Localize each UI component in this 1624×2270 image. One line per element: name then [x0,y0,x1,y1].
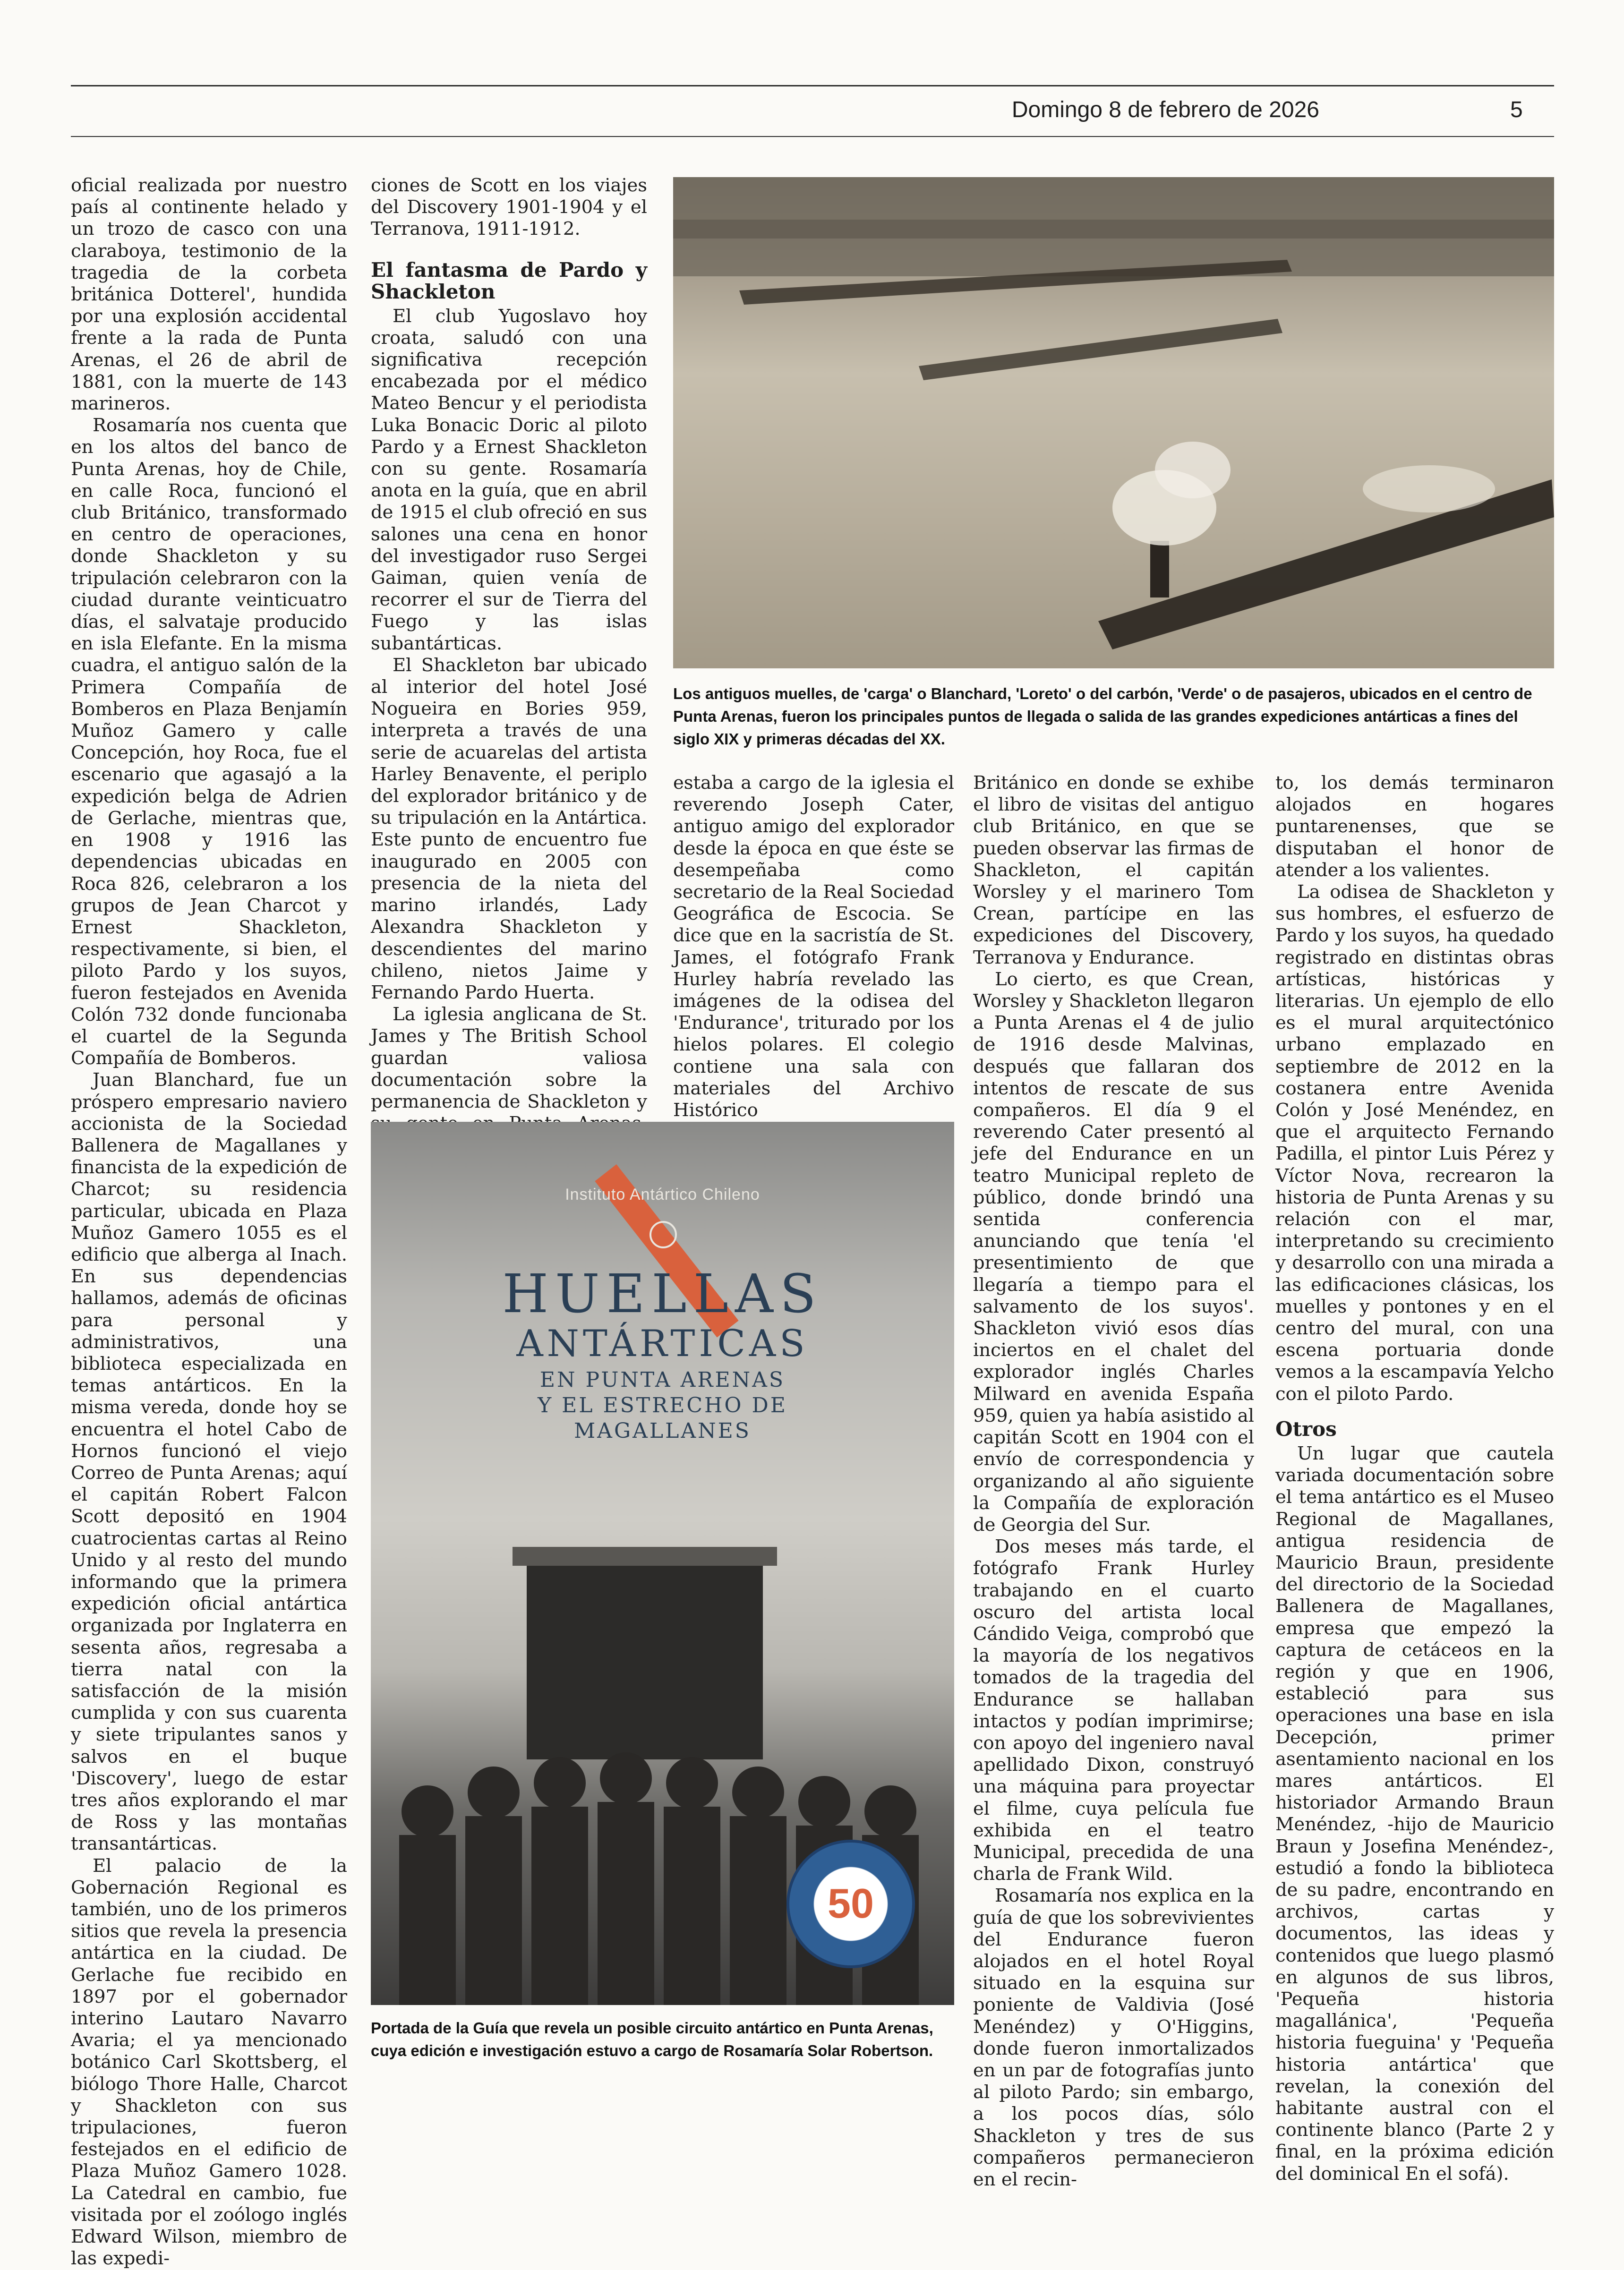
cover-caption: Portada de la Guía que revela un posible circuito antártico en Punta Arenas, cuya edición e investigación estuvo a cargo de Rosamaría Solar Robertson. [371,2019,933,2059]
harbor-photo-illustration [673,177,1554,668]
col5-paragraph: Un lugar que cautela variada documentación sobre el tema antártico es el Museo Regional de Magallanes, antigua residencia de Mauricio Braun, presidente del directorio de la Sociedad Ballenera de Magallanes, empresa que empezó la captura de cetáceos en la región y que en 1906, estableció para sus operaciones una base en isla Decepción, primer asentamiento nacional en los mares antárticos. El historiador Armando Braun Menéndez, -hijo de Mauricio Braun y Josefina Menéndez-, estudió a fondo la biblioteca de su padre, encontrando en archivos, cartas y documentos, las ideas y contenidos que luego plasmó en algunos de sus libros, 'Pequeña historia magallánica', 'Pequeña historia fueguina' y 'Pequeña historia antártica' que revelan, la conexión del habitante austral con el continente blanco (Parte 2 y final, en la próxima edición del dominical En el sofá). [1275,1442,1554,2185]
col4-paragraph: Dos meses más tarde, el fotógrafo Frank Hurley trabajando en el cuarto oscuro del artista local Cándido Veiga, comprobó que la mayoría de los negativos tomados de la tragedia del Endurance se hallaban intactos y podían imprimirse; con apoyo del ingeniero naval apellidado Dixon, construyó una máquina para proyectar el filme, cuya película fue exhibida en el teatro Municipal, precedida de una charla de Frank Wild. [973,1536,1254,1885]
article-column-4 [973,772,1254,2190]
col5-lead: to, los demás terminaron alojados en hogares puntarenenses, que se disputaban el honor de atender a los valientes. [1275,772,1554,881]
col4-paragraph: Lo cierto, es que Crean, Worsley y Shackleton llegaron a Punta Arenas el 4 de julio de 1916 desde Malvinas, después que fallaran dos intentos de rescate de sus compañeros. El día 9 el reverendo Cater presentó al jefe del Endurance en un teatro Municipal repleto de público, donde brindó una sentida conferencia anunciando que tenía 'el presentimiento de que llegaría a tiempo para el salvamento de los suyos'. Shackleton vivió esos días inciertos en el chalet del explorador inglés Charles Milward en avenida España 959, quien ya había asistido al capitán Scott en 1904 con el envío de correspondencia y organizando al año siguiente la Compañía de exploración de Georgia del Sur. [973,968,1254,1536]
col2-paragraph: La iglesia anglicana de St. James y The British School guardan valiosa documentación sobre la permanencia de Shackleton y [371,1004,647,1112]
subheading-fantasma: El fantasma de Pardo y Shackleton [371,258,647,303]
page-number: 5 [1510,97,1523,122]
anniversary-number: 50 [828,1880,874,1927]
col2-paragraph: El Shackleton bar ubicado al interior del hotel José Nogueira en Bories 959, interpreta a través de una serie de acuarelas del artista Harley Benavente, el periplo del explorador británico y de su tripulación en la Antártica. Este punto de encuentro fue inaugurado en 2005 con presencia de la nieta del marino irlandés, Lady Alexandra Shackleton y descendientes del marino chileno, nietos Jaime y Fernando Pardo Huerta. [371,654,647,1003]
cover-title-line2: ANTÁRTICAS [516,1323,809,1365]
col4-lead: Británico en donde se exhibe el libro de visitas del antiguo club Británico, en que se pueden observar las firmas de Shackleton, el capitán Worsley y el marinero Tom Crean, partícipe en las expediciones del Discovery, Terranova y Endurance. [973,772,1254,968]
article-column-5 [1275,772,1554,2185]
col1-paragraph: El palacio de la Gobernación Regional es también, uno de los primeros sitios que revela la presencia antártica en la ciudad. De Gerlache fue recibido en 1897 por el gobernador interino Lautaro Navarro Avaria; el ya mencionado botánico Carl Skottsberg, el biólogo Thore Halle, Charcot y Shackleton con sus tripulaciones, fueron festejados en el edificio de Plaza Muñoz Gamero 1028. La Catedral en cambio, fue visitada por el zoólogo inglés Edward Wilson, miembro de las expedi- [71,1855,347,2270]
article-column-2 [371,175,647,1119]
col1-paragraph: oficial realizada por nuestro país al continente helado y un trozo de casco con una claraboya, testimonio de la tragedia de la corbeta británica Dotterel', hundida por una explosión accidental frente a la rada de Punta Arenas, el 26 de abril de 1881, con la muerte de 143 marineros. [71,175,347,415]
harbor-photo [673,177,1554,668]
article-column-3 [673,772,954,1121]
col3-lead: estaba a cargo de la iglesia el reverendo Joseph Cater, antiguo amigo del explorador desde la época en que éste se desempeñaba como secretario de la Real Sociedad Geográfica de Escocia. Se dice que en la sacristía de St. James, el fotógrafo Frank Hurley habría revelado las imágenes de la odisea del 'Endurance', triturado por los hielos polares. El colegio contiene una sala con materiales del Archivo Histórico [673,772,954,1121]
col2-lead: ciones de Scott en los viajes del Discovery 1901-1904 y el Terranova, 1911-1912. [371,175,647,240]
cover-subtitle-line1: EN PUNTA ARENAS [539,1368,786,1392]
col2-paragraph: El club Yugoslavo hoy croata, saludó con una significativa recepción encabezada por el médico Mateo Bencur y el periodista Luka Bonacic Doric al piloto Pardo y a Ernest Shackleton con su gente. Rosamaría anota en la guía, que en abril de 1915 el club ofreció en sus salones una cena en honor del investigador ruso Sergei Gaiman, quien venía de recorrer el sur de Tierra del Fuego y las islas subantárticas. [371,305,647,654]
cover-subtitle [371,1367,954,1444]
cover-subtitle-line2: Y EL ESTRECHO DE [538,1393,787,1417]
cover-subtitle-line3: MAGALLANES [574,1419,751,1443]
cover-logo-icon [650,1221,677,1248]
col1-paragraph: Juan Blanchard, fue un próspero empresario naviero accionista de la Sociedad Ballenera de Magallanes y financista de la expedición de Charcot; su residencia particular, ubicada en Plaza Muñoz Gamero 1055 es el edificio que alberga al Inach. En sus dependencias hallamos, además de oficinas para personal y administrativos, una biblioteca especializada en temas antárticos. En la misma vereda, donde hoy se encuentra el hotel Cabo de Hornos funcionó el viejo Correo de Punta Arenas; aquí el capitán Robert Falcon Scott depositó en 1904 cuatrocientas cartas al Reino Unido y al resto del mundo informando que la primera expedición oficial antártica organizada por Inglaterra en sesenta años, regresaba a tierra natal con la satisfacción de la misión cumplida y con sus cuarenta y siete tripulantes sanos y salvos en el buque 'Discovery', luego de estar tres años explorando el mar de Ross y las montañas transantárticas. [71,1069,347,1855]
subheading-otros: Otros [1275,1417,1337,1441]
photo-caption: Los antiguos muelles, de 'carga' o Blanchard, 'Loreto' o del carbón, 'Verde' o de pasajeros, ubicados en el centro de Punta Arenas, fueron los principales puntos de llegada o salida de las grandes expediciones antárticas a fines del siglo XIX y primeras décadas del XX. [673,685,1532,748]
col5-paragraph: La odisea de Shackleton y sus hombres, el esfuerzo de Pardo y los suyos, ha quedado registrado en distintas obras artísticas, históricas y literarias. Un ejemplo de ello es el mural arquitectónico urbano emplazado en septiembre de 2012 en la costanera entre Avenida Colón y José Menéndez, en que el arquitecto Fernando Padilla, el pintor Luis Pérez y Víctor Nova, recrearon la historia de Punta Arenas y su relación con el mar, interpretando su crecimiento y desarrollo con una mirada a las edificaciones clásicas, los muelles y pontones y en el centro del mural, con una escena portuaria donde vemos a la escampavía Yelcho con el piloto Pardo. [1275,881,1554,1405]
col4-paragraph: Rosamaría nos explica en la guía de que los sobrevivientes del Endurance fueron alojados en el hotel Royal situado en la esquina sur poniente de Valdivia (José Menéndez) y O'Higgins, donde fueron inmortalizados en un par de fotografías junto al piloto Pardo; sin embargo, a los pocos días, sólo Shackleton y tres de sus compañeros permanecieron en el recin- [973,1885,1254,2190]
col1-paragraph: Rosamaría nos cuenta que en los altos del banco de Punta Arenas, hoy de Chile, en calle Roca, funcionó el club Británico, transformado en centro de operaciones, donde Shackleton y su tripulación celebraron con la ciudad durante veinticuatro días, el salvataje producido en isla Elefante. En la misma cuadra, el antiguo salón de la Primera Compañía de Bomberos en Plaza Benjamín Muñoz Gamero y calle Concepción, hoy Roca, fue el escenario que agasajó a la expedición belga de Adrien de Gerlache, mientras que, en 1908 y 1916 las dependencias ubicadas en Roca 826, celebraron a los grupos de Jean Charcot y Ernest Shackleton, respectivamente, si bien, el piloto Pardo y los suyos, fueron festejados en Avenida Colón 732 donde funcionaba el cuartel de la Segunda Compañía de Bomberos. [71,415,347,1069]
cover-title-line1: HUELLAS [502,1263,823,1325]
header-bottom-rule [71,136,1554,137]
book-cover-image [371,1122,954,2005]
article-column-1 [71,175,347,2270]
cover-institute-name: Instituto Antártico Chileno [565,1186,760,1203]
header-top-rule [71,85,1554,86]
header-date: Domingo 8 de febrero de 2026 [1011,97,1319,122]
anniversary-badge [786,1840,915,1968]
